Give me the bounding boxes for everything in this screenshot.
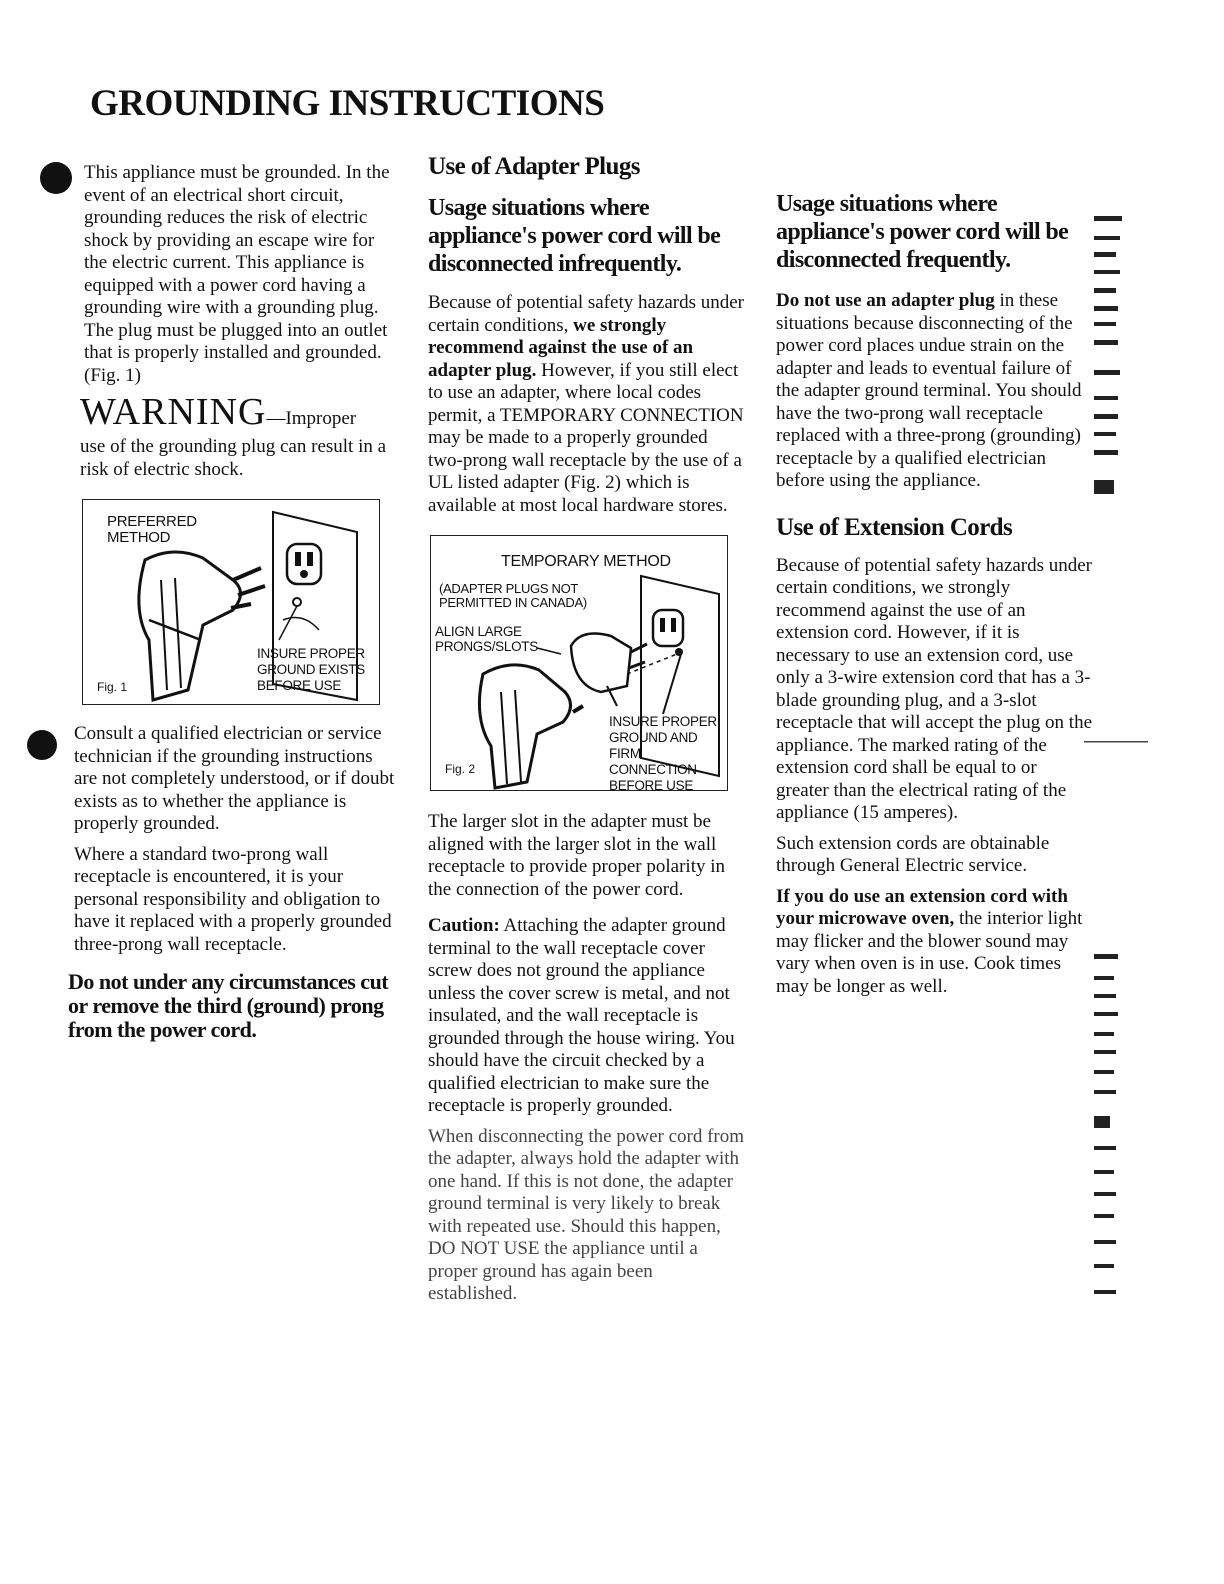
column-right [776, 190, 1094, 1006]
warning-heading [80, 391, 398, 434]
frequent-paragraph [776, 290, 1094, 493]
frequent-para-rest: in these situations because disconnecting of the power cord places undue strain on the adapter and leads to eventual failure of the adapter ground terminal. You should have the two-prong wall receptacle replaced with a three-prong (grounding) receptacle by a qualified electrician before using the appliance. [776, 290, 1082, 491]
frequent-heading: Usage situations where appliance's power cord will be disconnected frequently. [776, 191, 1069, 273]
do-not-remove-prong-warning: Do not under any circumstances cut or remove the third (ground) prong from the power cord. [68, 969, 389, 1042]
warning-rest: —Improper [266, 408, 357, 429]
obtainable-paragraph: Such extension cords are obtainable through General Electric service. [776, 832, 1050, 876]
disconnect-paragraph: When disconnecting the power cord from the adapter, always hold the adapter with one hand. If this is not done, the adapter ground terminal is very likely to break with repeated use. Should this happen, DO NOT USE the appliance until a proper ground has again been established. [428, 1125, 745, 1304]
infrequent-heading: Usage situations where appliance's power cord will be disconnected infrequently. [428, 195, 721, 277]
caution-text: Attaching the adapter ground terminal to the wall receptacle cover screw does not ground the appliance unless the cover screw is metal, and not insulated, and the wall receptacle is grounded through the house wiring. You should have the circuit checked by a qualified electrician to make sure the receptacle is properly grounded. [428, 915, 735, 1116]
figure-2 [430, 535, 728, 791]
warning-body: use of the grounding plug can result in a risk of electric shock. [80, 436, 387, 480]
standard-receptacle-paragraph: Where a standard two-prong wall receptacle is encountered, it is your personal responsibility and obligation to have it replaced with a properly grounded three-prong wall receptacle. [74, 843, 392, 955]
fig1-number: Fig. 1 [97, 680, 128, 694]
figure-1 [82, 499, 380, 705]
warning-word: WARNING [80, 391, 267, 433]
consult-paragraph: Consult a qualified electrician or service technician if the grounding instructions are not completely understood, or if doubt exists as to whether the appliance is properly grounded. [74, 723, 395, 834]
intro-paragraph: This appliance must be grounded. In the event of an electrical short circuit, grounding reduces the risk of electric shock by providing an escape wire for the electric current. This appliance is equipped with a power cord having a grounding wire with a grounding plug. The plug must be plugged into an outlet that is properly installed and grounded. (Fig. 1) [84, 162, 390, 386]
fig1-method-label: PREFERRED METHOD [107, 513, 197, 546]
adapter-para-a: Because of potential safety hazards under certain conditions, [428, 292, 745, 336]
caution-label: Caution: [428, 915, 500, 936]
fig2-title: TEMPORARY METHOD [501, 553, 671, 570]
adapter-plugs-heading: Use of Adapter Plugs [428, 153, 640, 180]
microwave-para-bold: If you do use an extension cord with your microwave oven, [776, 885, 1068, 929]
adapter-para-c: However, if you still elect to use an adapter, where local codes permit, a TEMPORARY CONNECTION may be made to a properly grounded two-prong wall receptacle by the use of a UL listed adapter (Fig. 2) which is available at most local hardware stores. [428, 359, 744, 516]
adapter-para-bold: we strongly recommend against the use of an adapter plug. [428, 314, 694, 381]
fig1-insure-label: INSURE PROPER GROUND EXISTS BEFORE USE [257, 646, 365, 693]
fig2-align-label: ALIGN LARGE PRONGS/SLOTS [435, 624, 538, 654]
caution-paragraph [428, 915, 746, 1118]
bullet-dot [27, 730, 57, 760]
fig2-note: (ADAPTER PLUGS NOT PERMITTED IN CANADA) [439, 581, 587, 610]
microwave-para-rest: the interior light may flicker and the blower sound may vary when oven is in use. Cook times may be longer as well. [776, 908, 1083, 997]
bullet-dot [40, 162, 72, 194]
frequent-para-bold: Do not use an adapter plug [776, 290, 995, 311]
extension-paragraph: Because of potential safety hazards under certain conditions, we strongly recommend against the use of an extension cord. However, if it is necessary to use an extension cord, use only a 3-wire extension cord that has a 3-blade grounding plug, and a 3-slot receptacle that will accept the plug on the appliance. The marked rating of the extension cord shall be equal to or greater than the electrical rating of the appliance (15 amperes). [776, 554, 1093, 823]
fig2-number: Fig. 2 [445, 762, 476, 776]
scan-edge-marks [1084, 0, 1224, 1584]
larger-slot-paragraph: The larger slot in the adapter must be aligned with the larger slot in the wall receptacle to provide proper polarity in the connection of the power cord. [428, 811, 726, 900]
page-title: GROUNDING INSTRUCTIONS [90, 83, 605, 124]
microwave-paragraph [776, 886, 1094, 999]
adapter-paragraph [428, 292, 746, 517]
column-left [68, 162, 398, 1050]
column-middle [428, 154, 746, 1314]
extension-cords-heading: Use of Extension Cords [776, 513, 1013, 541]
fig2-insure-label: INSURE PROPER GROUND AND FIRM CONNECTION BEFORE USE [609, 714, 717, 793]
